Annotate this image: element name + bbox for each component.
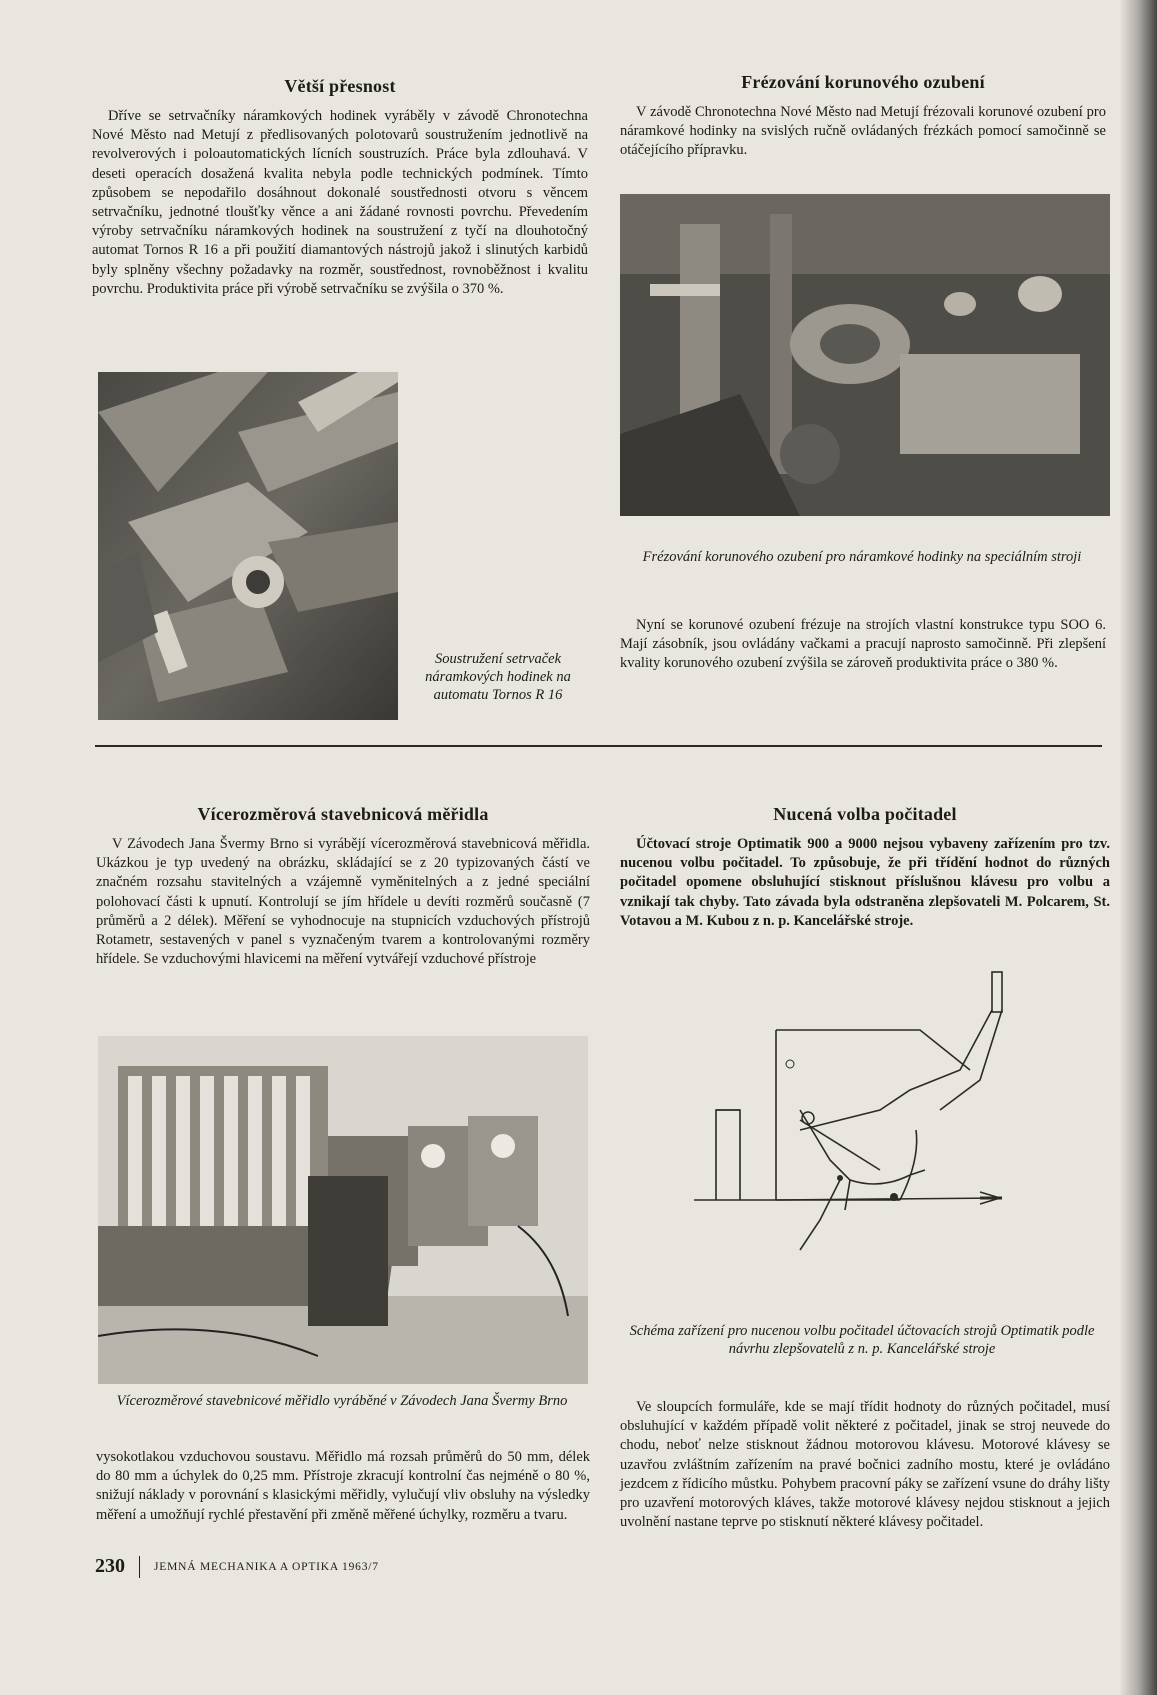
schematic-drawing [680, 960, 1040, 1290]
article-frezovani [620, 72, 1106, 161]
lathe-photo-illustration [98, 372, 398, 720]
article-heading: Větší přesnost [284, 76, 396, 96]
figure-caption: Frézování korunového ozubení pro náramkové hodinky na speciálním stroji [642, 549, 1082, 565]
article-viceroz-meridla [96, 804, 590, 969]
article-heading: Frézování korunového ozubení [741, 72, 985, 92]
article-body-continued: Ve sloupcích formuláře, kde se mají třídit hodnoty do různých počitadel, musí obsluhující v každém případě volit některé z počitadel, jinak se stroj neuvede do chodu, neboť nelze stisknout žádnou motorovou klávesu. Motorové klávesy se uzavřou zvláštním zařízením na pravé bočnici zadního mostu, které je ovládáno jezdcem z řídicího můstku. Pohybem pracovní páky se zařízení vsune do dráhy lišty pro uzavření motorových kláves, takže motorové klávesy nejdou stisknout a jejich uvolnění nastane teprve po stisknutí některé klávesy počitadel. [620, 1399, 1110, 1531]
schematic-counter-selector [680, 960, 1040, 1290]
figure-caption: Soustružení setrvaček náramkových hodinek na automatu Tornos R 16 [425, 651, 571, 703]
article-viceroz-cont [96, 1448, 590, 1525]
photo-measuring-gauge [98, 1036, 588, 1384]
photo-gear-milling-machine [620, 194, 1110, 516]
article-body: Účtovací stroje Optimatik 900 a 9000 nejsou vybaveny zařízením pro tzv. nucenou volbu počitadel. To způsobuje, že při třídění hodnot do různých počitadel opomene obsluhující stisknout příslušnou klávesu pro volbu a vznikají tak chyby. Tato závada byla odstraněna zlepšovateli M. Polcarem, St. Votavou a M. Kubou z n. p. Kancelářské stroje. [620, 836, 1110, 929]
binding-shadow [1119, 0, 1157, 1695]
figure-caption: Vícerozměrové stavebnicové měřidlo vyráběné v Závodech Jana Švermy Brno [116, 1393, 568, 1409]
figure-caption: Schéma zařízení pro nucenou volbu počitadel účtovacích strojů Optimatik podle návrhu zlepšovatelů z n. p. Kancelářské stroje [629, 1323, 1095, 1357]
article-body: V závodě Chronotechna Nové Město nad Metují frézovali korunové ozubení pro náramkové hodinky na svislých ručně ovládaných frézkách pomocí samočinně se otáčejícího přípravku. [620, 104, 1106, 159]
milling-photo-illustration [620, 194, 1110, 516]
caption-milling [612, 548, 1112, 566]
article-body: Dříve se setrvačníky náramkových hodinek vyráběly v závodě Chronotechna Nové Město nad Metují z předlisovaných polotovarů soustružením jednotlivě na revolverových i poloautomatických lícních soustruzích. Práce byla zdlouhavá. V deseti operacích dosažená kvalita nebyla podle technických podmínek. Tímto způsobem se nepodařilo dosáhnout dokonalé soustřednosti otvoru s věncem setrvačníku, jednotné tloušťky věnce a ani žádané rovnosti povrchu. Převedením výroby setrvačníku náramkových hodinek na soustružení z tyčí na dlouhotočný automat Tornos R 16 a při použití diamantových nástrojů jakož i slinutých karbidů byly splněny všechny požadavky na rozměr, soustřednost, rovnoběžnost i kvalitu povrchu. Produktivita práce při výrobě setrvačníku se zvýšila o 370 %. [92, 108, 588, 297]
article-nucena-cont [620, 1398, 1110, 1532]
page-footer [95, 1555, 379, 1578]
article-body: V Závodech Jana Švermy Brno si vyrábějí vícerozměrová stavebnicová měřidla. Ukázkou je typ uvedený na obrázku, skládající se z 20 typizovaných částí ve značném rozsahu stavitelných a vzájemně vyměnitelných a z jedné speciální polohovací části k upnutí. Kontrolují se jím hřídele u devíti rozměrů současně (7 průměrů a 2 délek). Měření se vyhodnocuje na stupnicích vzduchových přístrojů Rotametr, sestavených v panel s vyznačeným tvarem a kontrolovanými rozměry hřídele. Se vzduchovými hlavicemi na měření vytvářejí vzduchové přístroje [96, 836, 590, 968]
caption-tornos [408, 650, 588, 704]
article-frezovani-cont [620, 616, 1106, 674]
article-heading: Vícerozměrová stavebnicová měřidla [197, 804, 489, 824]
page-number: 230 [95, 1555, 125, 1577]
photo-tornos-lathe [98, 372, 398, 720]
section-divider [95, 745, 1102, 747]
article-heading: Nucená volba počitadel [773, 804, 957, 824]
article-nucena-volba [620, 804, 1110, 931]
caption-gauge [92, 1392, 592, 1410]
article-body-continued: vysokotlakou vzduchovou soustavu. Měřidlo má rozsah průměrů do 50 mm, délek do 80 mm a úchylek do 0,25 mm. Přístroje zkracují kontrolní čas nejméně o 80 %, snižují náklady v porovnání s klasickými měřidly, vylučují vliv obsluhy na výsledky měření a umožňují rychlé přestavění při změně měřené úchylky, rozměru a tvaru. [96, 1449, 590, 1523]
article-vetsi-presnost [92, 76, 588, 299]
footer-separator [139, 1556, 140, 1578]
gauge-photo-illustration [98, 1036, 588, 1384]
caption-schematic [612, 1322, 1112, 1358]
article-body-continued: Nyní se korunové ozubení frézuje na strojích vlastní konstrukce typu SOO 6. Mají zásobník, jsou ovládány vačkami a pracují naprosto samočinně. Při zlepšení kvality korunového ozubení zvýšila se zároveň produktivita práce o 380 %. [620, 617, 1106, 672]
journal-title: JEMNÁ MECHANIKA A OPTIKA 1963/7 [154, 1560, 379, 1573]
